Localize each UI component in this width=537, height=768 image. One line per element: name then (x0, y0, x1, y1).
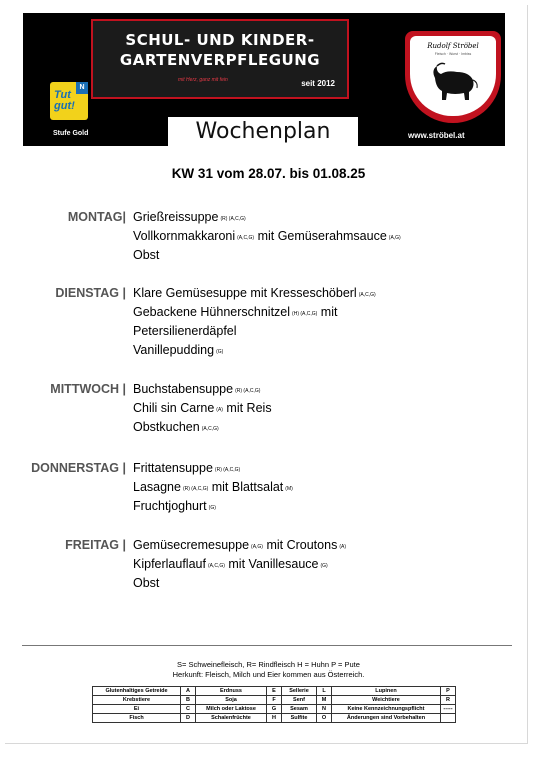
allergen-codes: (A,C,G) (358, 292, 376, 298)
stufe-label: Stufe Gold (53, 130, 89, 137)
since-label: seit 2012 (301, 79, 335, 88)
allergen-cell: Änderungen sind Vorbehalten (332, 714, 441, 723)
dish-name: Kipferlauflauf (133, 557, 206, 571)
dish-name: Klare Gemüsesuppe mit Kresseschöberl (133, 286, 357, 300)
dish-name: Lasagne (133, 480, 181, 494)
shield-inner (410, 36, 496, 116)
allergen-cell: Krebstiere (93, 696, 181, 705)
tut-gut-logo (50, 82, 88, 120)
allergen-cell: Senf (282, 696, 317, 705)
allergen-cell: Glutenhaltiges Getreide (93, 687, 181, 696)
website-link[interactable]: www.ströbel.at (408, 131, 465, 140)
allergen-codes: (A) (339, 544, 346, 550)
dish-name: Obst (133, 248, 160, 262)
allergen-codes: (A,G) (388, 235, 401, 241)
allergen-cell: L (317, 687, 332, 696)
day-label: MITTWOCH | (50, 382, 126, 396)
dish-name: Chili sin Carne (133, 401, 215, 415)
allergen-codes: (G) (216, 349, 224, 355)
allergen-codes: (R) (A,C,G) (235, 388, 261, 394)
dish-name: Grießreissuppe (133, 210, 219, 224)
origin-note: Herkunft: Fleisch, Milch und Eier kommen aus Österreich. (172, 670, 365, 679)
allergen-codes: (H) (A,C,G) (292, 311, 318, 317)
dish-side: mit Reis (222, 401, 272, 415)
dish-line (133, 341, 223, 363)
dish-name: Buchstabensuppe (133, 382, 234, 396)
dish-name: Petersilienerdäpfel (133, 324, 237, 338)
dish-name: Frittatensuppe (133, 461, 213, 475)
dish-side: mit Croutons (262, 538, 338, 552)
allergen-codes: (A,C,G) (207, 563, 225, 569)
allergen-cell: N (317, 705, 332, 714)
dish-line (133, 555, 328, 577)
allergen-cell: F (267, 696, 282, 705)
allergen-cell: H (267, 714, 282, 723)
footer-divider (22, 645, 512, 646)
dish-name: Vollkornmakkaroni (133, 229, 236, 243)
dish-name: Gemüsecremesuppe (133, 538, 250, 552)
dish-side: mit (317, 305, 338, 319)
day-label: DIENSTAG | (55, 286, 126, 300)
allergen-cell: Ei (93, 705, 181, 714)
allergen-row (93, 696, 456, 705)
allergen-cell: Sesam (282, 705, 317, 714)
dish-side: mit Vanillesauce (224, 557, 319, 571)
tut-gut-corner-badge: N (76, 82, 88, 94)
allergen-cell: M (317, 696, 332, 705)
allergen-table (92, 686, 456, 723)
allergen-codes: (R) (A,C,G) (214, 467, 241, 473)
day-label: FREITAG | (65, 538, 126, 552)
allergen-cell: E (267, 687, 282, 696)
header-banner (23, 13, 505, 146)
allergen-codes: (A,G) (251, 544, 263, 550)
allergen-cell: R (441, 696, 456, 705)
week-heading: KW 31 vom 28.07. bis 01.08.25 (171, 166, 366, 181)
tut-gut-logo-text: Tut gut! (54, 89, 75, 112)
allergen-cell: ----- (441, 705, 456, 714)
wochenplan-box (168, 117, 358, 146)
dish-line (133, 497, 216, 519)
allergen-cell: Erdnuss (196, 687, 267, 696)
allergen-codes: (G) (208, 505, 216, 511)
dish-line (133, 418, 219, 440)
brand-subtitle: Fleisch · Wurst · Imbiss (434, 52, 472, 56)
title-tagline: mit Herz, ganz mit fein (178, 77, 228, 83)
dish-name: Obst (133, 576, 160, 590)
allergen-codes: (A,C,G) (201, 426, 219, 432)
allergen-row (93, 687, 456, 696)
allergen-cell: A (181, 687, 196, 696)
allergen-codes: (R) (A,C,G) (220, 216, 246, 222)
allergen-cell: Keine Kennzeichnungspflicht (332, 705, 441, 714)
dish-name: Gebackene Hühnerschnitzel (133, 305, 291, 319)
allergen-row (93, 705, 456, 714)
allergen-codes: (A,C,G) (237, 235, 255, 241)
allergen-cell: P (441, 687, 456, 696)
allergen-row (93, 714, 456, 723)
allergen-cell: Lupinen (332, 687, 441, 696)
day-label: MONTAG| (67, 210, 126, 224)
allergen-cell: O (317, 714, 332, 723)
day-label: DONNERSTAG | (31, 461, 126, 475)
brand-name: Rudolf Ströbel (427, 42, 479, 50)
dish-line (133, 574, 159, 593)
dish-side: mit Blattsalat (208, 480, 284, 494)
allergen-cell: Sulfite (282, 714, 317, 723)
wochenplan-title: Wochenplan (195, 119, 331, 144)
allergen-cell: G (267, 705, 282, 714)
allergen-cell: Schalenfrüchte (196, 714, 267, 723)
brand-shield-logo (405, 31, 501, 123)
allergen-cell: Sellerie (282, 687, 317, 696)
dish-name: Fruchtjoghurt (133, 499, 207, 513)
allergen-codes: (A) (216, 407, 223, 413)
allergen-cell: C (181, 705, 196, 714)
allergen-cell: B (181, 696, 196, 705)
bull-icon (427, 60, 479, 104)
title-line-1: SCHUL- UND KINDER- (125, 31, 315, 49)
dish-side: mit Gemüserahmsauce (254, 229, 387, 243)
title-box (91, 19, 349, 99)
allergen-cell: Fisch (93, 714, 181, 723)
meat-legend: S= Schweinefleisch, R= Rindfleisch H = Huhn P = Pute (177, 660, 360, 669)
allergen-cell: Weichtiere (332, 696, 441, 705)
allergen-codes: (M) (285, 486, 293, 492)
allergen-cell: D (181, 714, 196, 723)
dish-name: Vanillepudding (133, 343, 215, 357)
dish-line (133, 227, 401, 249)
dish-line (133, 322, 237, 341)
allergen-cell (441, 714, 456, 723)
title-line-2: GARTENVERPFLEGUNG (119, 51, 321, 69)
allergen-codes: (R) (A,C,G) (182, 486, 209, 492)
allergen-codes: (G) (320, 563, 328, 569)
dish-name: Obstkuchen (133, 420, 200, 434)
allergen-cell: Soja (196, 696, 267, 705)
allergen-cell: Milch oder Laktose (196, 705, 267, 714)
dish-line (133, 246, 159, 265)
